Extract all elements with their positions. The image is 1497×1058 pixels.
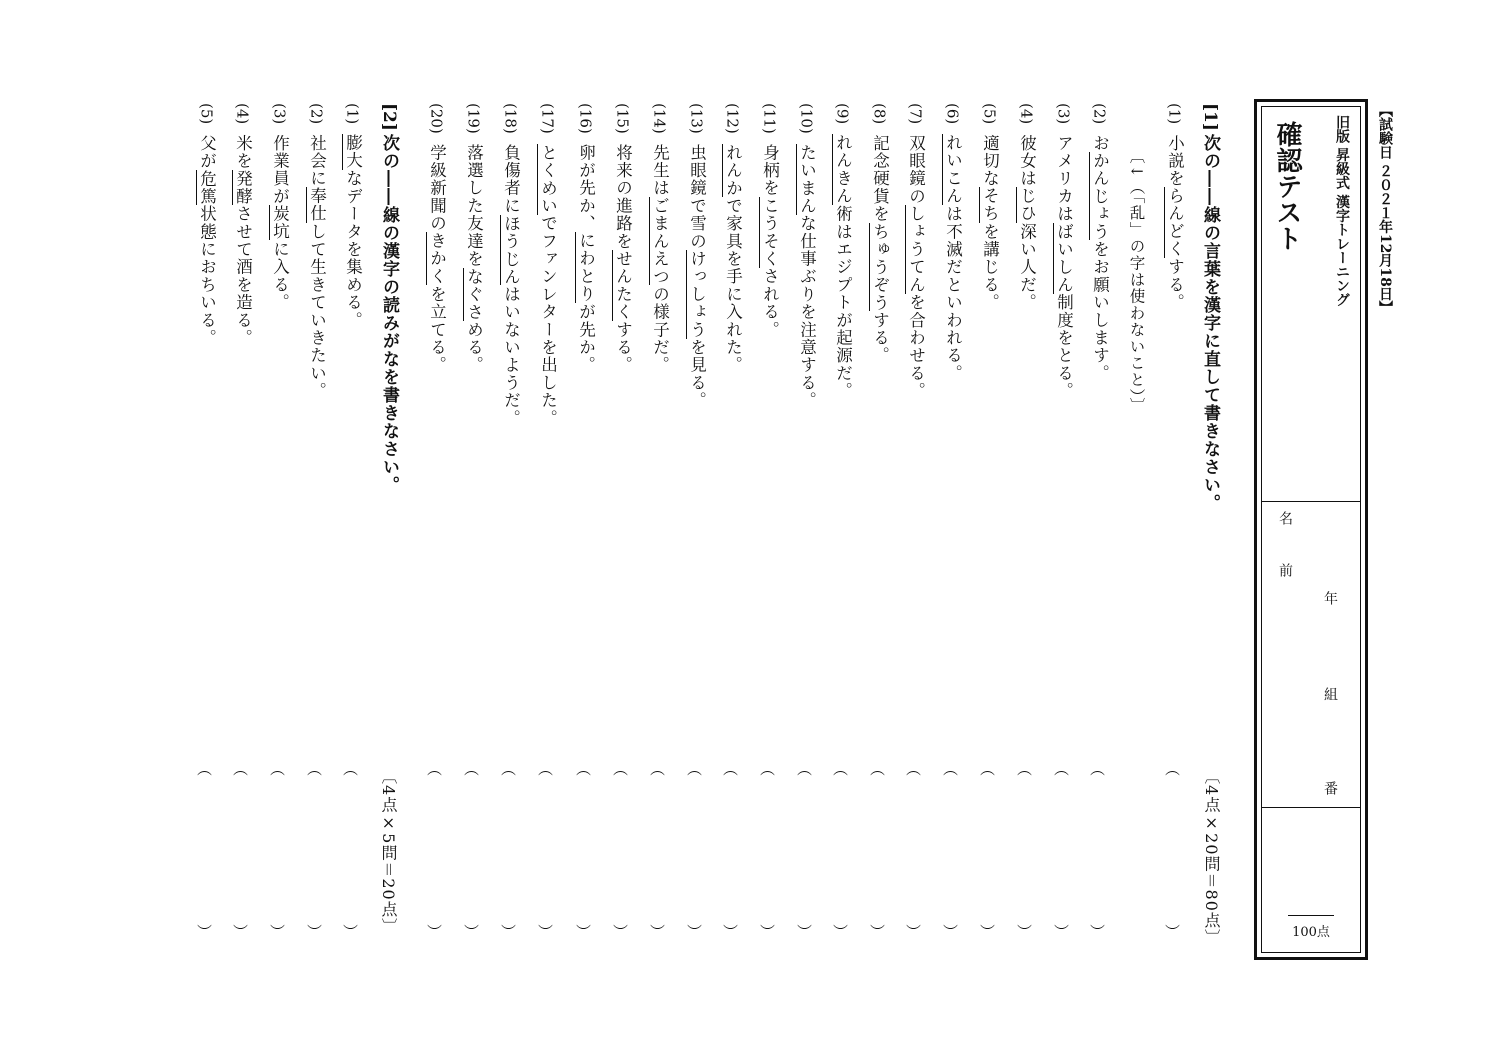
grade-label: 年 — [1322, 591, 1338, 605]
answer-paren-close: ︶ — [723, 923, 739, 941]
question-item — [1018, 103, 1035, 311]
question-text: はいないようだ。 — [501, 285, 521, 428]
answer-box[interactable] — [270, 762, 285, 940]
question-text: 深い人だ。 — [1017, 222, 1037, 312]
question-number: (13) — [687, 103, 706, 134]
answer-paren-close: ︶ — [538, 923, 554, 941]
number-label: 番 — [1322, 781, 1338, 795]
answer-space[interactable] — [650, 777, 665, 925]
answer-box[interactable] — [797, 762, 812, 940]
answer-space[interactable] — [270, 777, 285, 925]
answer-box[interactable] — [427, 762, 442, 940]
answer-paren-close: ︶ — [1054, 923, 1070, 941]
answer-paren-open: ︵ — [576, 760, 592, 778]
answer-box[interactable] — [233, 762, 248, 940]
question-item — [651, 103, 668, 374]
name-label: 名 前 — [1277, 511, 1293, 589]
answer-paren-open: ︵ — [980, 760, 996, 778]
answer-space[interactable] — [906, 777, 921, 925]
note-line: 〔↓（「乱」の字は使わないこと）〕 — [1127, 148, 1146, 414]
answer-paren-close: ︶ — [307, 923, 323, 941]
divider — [1262, 807, 1360, 808]
answer-paren-close: ︶ — [343, 923, 359, 941]
target-word: かんじょう — [1090, 151, 1110, 241]
question-text: 先生は — [650, 143, 670, 197]
answer-space[interactable] — [197, 777, 212, 925]
answer-paren-open: ︵ — [464, 760, 480, 778]
question-number: (1) — [1165, 103, 1184, 125]
question-item — [1166, 103, 1183, 311]
section1-instruction: 次の――線の言葉を漢字に直して書きなさい。 — [1200, 134, 1220, 512]
answer-space[interactable] — [980, 777, 995, 925]
section2-instruction: 次の――線の漢字の読みがなを書きなさい。 — [379, 134, 399, 494]
question-text: を講じる。 — [980, 222, 1000, 312]
answer-paren-open: ︵ — [233, 760, 249, 778]
question-number: (18) — [501, 103, 520, 134]
answer-paren-close: ︶ — [613, 923, 629, 941]
answer-paren-close: ︶ — [687, 923, 703, 941]
answer-paren-open: ︵ — [1090, 760, 1106, 778]
answer-space[interactable] — [687, 777, 702, 925]
question-text: する。 — [613, 320, 633, 374]
question-text: アメリカは — [1054, 134, 1074, 223]
question-text: 彼女は — [1017, 134, 1037, 188]
answer-box[interactable] — [1090, 762, 1105, 940]
answer-paren-open: ︵ — [1054, 760, 1070, 778]
question-number: (10) — [797, 103, 816, 134]
question-item — [271, 103, 288, 311]
question-text: する。 — [870, 311, 890, 365]
answer-box[interactable] — [1054, 762, 1069, 940]
question-text: は不滅だといわれる。 — [943, 205, 963, 383]
question-text: 術はエジプトが起源だ。 — [833, 205, 853, 400]
question-text: させて酒を造る。 — [233, 205, 253, 347]
answer-paren-open: ︵ — [197, 760, 213, 778]
answer-box[interactable] — [906, 762, 921, 940]
target-word: せんたく — [613, 250, 633, 321]
answer-paren-open: ︵ — [613, 760, 629, 778]
question-text: をお願いします。 — [1090, 240, 1110, 383]
question-number: (7) — [906, 103, 925, 125]
question-item — [465, 103, 482, 374]
question-number: (6) — [943, 103, 962, 125]
question-item — [344, 103, 361, 329]
section2-marker: [2] — [379, 103, 399, 131]
answer-box[interactable] — [650, 762, 665, 940]
answer-box[interactable] — [833, 762, 848, 940]
question-item — [724, 103, 741, 374]
question-item — [761, 103, 778, 339]
answer-paren-open: ︵ — [343, 760, 359, 778]
question-number: (12) — [723, 103, 742, 134]
target-word: しょうてん — [906, 205, 926, 294]
question-item — [1055, 103, 1072, 400]
header-box-inner — [1261, 106, 1361, 953]
answer-paren-open: ︵ — [650, 760, 666, 778]
answer-space[interactable] — [1017, 777, 1032, 925]
header-box — [1254, 99, 1368, 960]
question-item — [907, 103, 924, 400]
answer-paren-close: ︶ — [233, 923, 249, 941]
question-item — [1091, 103, 1108, 382]
answer-paren-open: ︵ — [270, 760, 286, 778]
answer-paren-open: ︵ — [501, 760, 517, 778]
question-text: 負傷者に — [501, 143, 521, 215]
question-text: 適切な — [980, 134, 1000, 188]
question-number: (4) — [233, 103, 252, 125]
answer-space[interactable] — [1165, 777, 1180, 925]
answer-paren-close: ︶ — [760, 923, 776, 941]
question-text: される。 — [760, 267, 780, 339]
question-number: (2) — [1090, 103, 1109, 125]
question-text: 米を — [233, 134, 253, 170]
series-name: 旧版 昇級式 漢字トレーニング — [1334, 115, 1350, 307]
question-number: (3) — [270, 103, 289, 125]
answer-space[interactable] — [613, 777, 628, 925]
question-item — [502, 103, 519, 427]
answer-paren-open: ︵ — [687, 760, 703, 778]
target-word: ほうじん — [501, 214, 521, 286]
answer-box[interactable] — [687, 762, 702, 940]
question-text: 記念硬貨を — [870, 134, 890, 223]
answer-box[interactable] — [723, 762, 738, 940]
answer-space[interactable] — [1054, 777, 1069, 925]
question-number: (1) — [343, 103, 362, 125]
target-word: れんか — [723, 143, 743, 197]
question-item — [308, 103, 325, 400]
question-text: 作業員が — [270, 134, 290, 206]
question-item — [234, 103, 251, 347]
answer-space[interactable] — [427, 777, 442, 925]
question-number: (20) — [427, 103, 446, 134]
section1-points: 〔4点×20問＝80点〕 — [1202, 768, 1221, 946]
question-text: で家具を手に入れた。 — [723, 196, 743, 374]
answer-box[interactable] — [1017, 762, 1032, 940]
question-text: お — [1090, 134, 1110, 152]
answer-paren-open: ︵ — [427, 760, 443, 778]
question-item — [944, 103, 961, 382]
target-word: じひ — [1017, 187, 1037, 223]
question-item — [198, 103, 215, 347]
question-text: を立てる。 — [427, 285, 447, 374]
answer-box[interactable] — [538, 762, 553, 940]
question-text: の様子だ。 — [650, 285, 670, 374]
answer-paren-open: ︵ — [870, 760, 886, 778]
answer-paren-close: ︶ — [464, 923, 480, 941]
answer-space[interactable] — [501, 777, 516, 925]
answer-paren-open: ︵ — [1017, 760, 1033, 778]
target-word: らんどく — [1165, 187, 1185, 259]
answer-paren-open: ︵ — [307, 760, 323, 778]
answer-space[interactable] — [1090, 777, 1105, 925]
question-item — [577, 103, 594, 374]
target-word: ばいしん — [1054, 222, 1074, 294]
question-number: (8) — [870, 103, 889, 125]
question-item — [834, 103, 851, 400]
answer-box[interactable] — [1165, 762, 1180, 940]
question-text: 双眼鏡の — [906, 134, 926, 206]
question-number: (5) — [980, 103, 999, 125]
question-text: する。 — [1165, 258, 1185, 312]
question-number: (19) — [464, 103, 483, 134]
question-number: (15) — [613, 103, 632, 134]
answer-paren-close: ︶ — [270, 923, 286, 941]
answer-paren-open: ︵ — [538, 760, 554, 778]
question-text: 制度をとる。 — [1054, 293, 1074, 400]
answer-box[interactable] — [464, 762, 479, 940]
answer-box[interactable] — [760, 762, 775, 940]
page-title: 確認テスト — [1272, 121, 1302, 251]
answer-paren-open: ︵ — [723, 760, 739, 778]
question-number: (5) — [197, 103, 216, 125]
question-item — [539, 103, 556, 427]
answer-paren-close: ︶ — [1017, 923, 1033, 941]
question-text: 落選した友達を — [464, 143, 484, 268]
answer-paren-open: ︵ — [1165, 760, 1181, 778]
question-number: (17) — [538, 103, 557, 134]
answer-space[interactable] — [307, 777, 322, 925]
section1-marker: [1] — [1200, 103, 1220, 131]
answer-paren-open: ︵ — [760, 760, 776, 778]
answer-paren-close: ︶ — [906, 923, 922, 941]
question-text: める。 — [464, 320, 484, 374]
target-word: 奉仕 — [307, 187, 327, 223]
answer-paren-close: ︶ — [943, 923, 959, 941]
answer-paren-open: ︵ — [943, 760, 959, 778]
answer-box[interactable] — [576, 762, 591, 940]
question-text: 学級新聞の — [427, 143, 447, 233]
answer-paren-close: ︶ — [1165, 923, 1181, 941]
target-word: 膨大 — [343, 134, 363, 170]
answer-space[interactable] — [870, 777, 885, 925]
question-text: 社会に — [307, 134, 327, 188]
question-text: に入る。 — [270, 240, 290, 312]
question-text: でファンレターを出した。 — [538, 214, 558, 428]
target-word: たいまん — [797, 143, 817, 215]
question-item — [614, 103, 631, 374]
answer-space[interactable] — [760, 777, 775, 925]
answer-paren-close: ︶ — [197, 923, 213, 941]
target-word: ちゅうぞう — [870, 222, 890, 312]
section2-points: 〔4点×5問＝20点〕 — [379, 768, 398, 935]
question-item — [798, 103, 815, 409]
target-word: とくめい — [538, 143, 558, 215]
target-word: けっしょう — [687, 250, 707, 339]
answer-box[interactable] — [980, 762, 995, 940]
question-number: (2) — [307, 103, 326, 125]
answer-paren-close: ︶ — [576, 923, 592, 941]
answer-paren-open: ︵ — [833, 760, 849, 778]
target-word: 発酵 — [233, 169, 253, 206]
target-word: そち — [980, 187, 1000, 223]
answer-paren-open: ︵ — [906, 760, 922, 778]
answer-space[interactable] — [343, 777, 358, 925]
answer-space[interactable] — [833, 777, 848, 925]
question-text: を見る。 — [687, 338, 707, 410]
target-word: 危篤 — [197, 169, 217, 206]
answer-space[interactable] — [538, 777, 553, 925]
question-text: 身柄を — [760, 143, 780, 197]
question-text: 小説を — [1165, 134, 1185, 188]
question-item — [428, 103, 445, 374]
answer-box[interactable] — [870, 762, 885, 940]
answer-paren-close: ︶ — [980, 923, 996, 941]
answer-space[interactable] — [943, 777, 958, 925]
target-word: 炭坑 — [270, 205, 290, 241]
score-total: 100点 — [1288, 915, 1334, 940]
answer-space[interactable] — [797, 777, 812, 925]
target-word: きかく — [427, 232, 447, 286]
answer-paren-close: ︶ — [650, 923, 666, 941]
question-item — [871, 103, 888, 364]
question-number: (14) — [650, 103, 669, 134]
answer-space[interactable] — [723, 777, 738, 925]
class-label: 組 — [1322, 687, 1338, 701]
divider — [1262, 501, 1360, 502]
target-word: こうそく — [760, 196, 780, 268]
question-text: して生きていきたい。 — [307, 222, 327, 400]
target-word: ごまんえつ — [650, 196, 670, 286]
answer-paren-close: ︶ — [797, 923, 813, 941]
question-number: (4) — [1017, 103, 1036, 125]
question-text: を合わせる。 — [906, 293, 926, 400]
answer-paren-close: ︶ — [501, 923, 517, 941]
question-item — [688, 103, 705, 409]
answer-box[interactable] — [307, 762, 322, 940]
question-text: なデータを集める。 — [343, 169, 363, 329]
question-number: (11) — [760, 103, 779, 134]
question-text: が先か。 — [576, 303, 596, 374]
question-number: (9) — [833, 103, 852, 125]
answer-box[interactable] — [197, 762, 212, 940]
question-item — [981, 103, 998, 311]
question-number: (16) — [576, 103, 595, 134]
answer-box[interactable] — [943, 762, 958, 940]
answer-space[interactable] — [233, 777, 248, 925]
question-text: 父が — [197, 134, 217, 170]
exam-date: 【試験日 ２０２１年12月18日】 — [1377, 103, 1393, 315]
answer-box[interactable] — [613, 762, 628, 940]
question-text: な仕事ぶりを注意する。 — [797, 214, 817, 410]
answer-paren-open: ︵ — [797, 760, 813, 778]
answer-paren-close: ︶ — [833, 923, 849, 941]
target-word: にわとり — [576, 232, 596, 304]
target-word: れいこん — [943, 134, 963, 206]
answer-box[interactable] — [343, 762, 358, 940]
answer-space[interactable] — [576, 777, 591, 925]
answer-paren-close: ︶ — [1090, 923, 1106, 941]
target-word: なぐさ — [464, 267, 484, 321]
answer-paren-close: ︶ — [870, 923, 886, 941]
question-text: 将来の進路を — [613, 143, 633, 250]
answer-box[interactable] — [501, 762, 516, 940]
answer-space[interactable] — [464, 777, 479, 925]
target-word: れんきん — [833, 134, 853, 206]
question-number: (3) — [1054, 103, 1073, 125]
question-text: 虫眼鏡で雪の — [687, 143, 707, 250]
question-text: 状態におちいる。 — [197, 205, 217, 347]
answer-paren-close: ︶ — [427, 923, 443, 941]
question-text: 卵が先か、 — [576, 143, 596, 233]
